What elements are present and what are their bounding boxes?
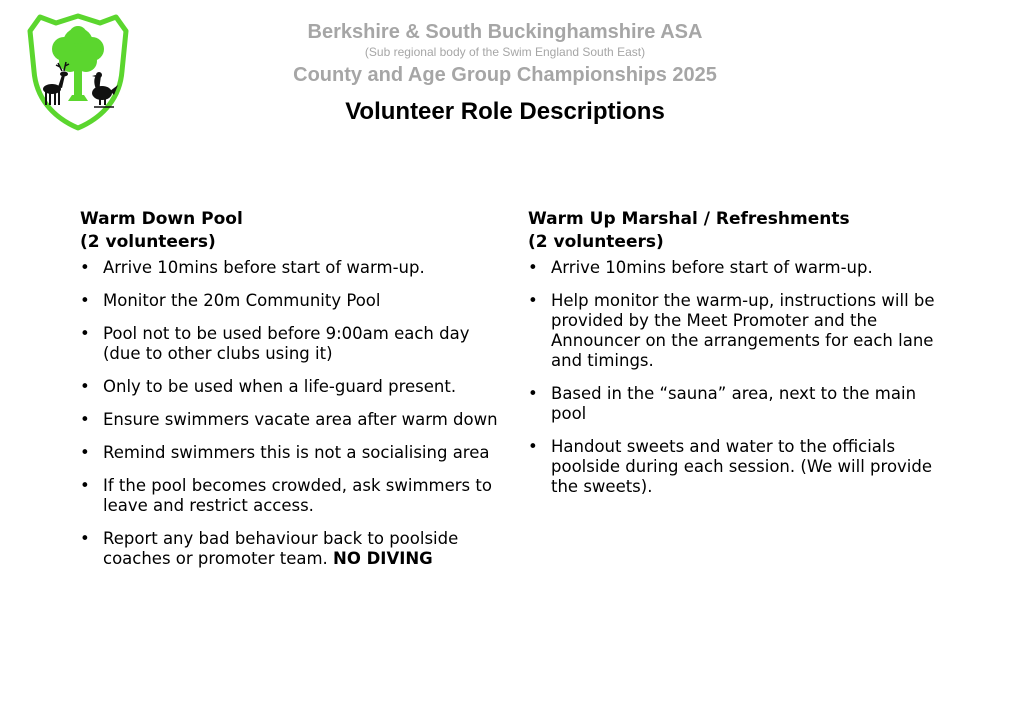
bullet-icon: • bbox=[528, 437, 538, 456]
organisation-subtitle: (Sub regional body of the Swim England South East) bbox=[364, 45, 646, 59]
bullet-icon: • bbox=[528, 384, 538, 403]
duty-text: Report any bad behaviour back to poolside coaches or promoter team. bbox=[103, 529, 459, 568]
duty-item bbox=[80, 476, 500, 516]
duty-item bbox=[528, 437, 948, 497]
duty-item bbox=[528, 258, 948, 278]
duty-text: Pool not to be used before 9:00am each day (due to other clubs using it) bbox=[103, 324, 470, 363]
duty-item bbox=[80, 377, 500, 397]
duty-list bbox=[528, 258, 948, 497]
bullet-icon: • bbox=[528, 291, 538, 310]
page-title: Volunteer Role Descriptions bbox=[345, 98, 665, 125]
duty-text: If the pool becomes crowded, ask swimmers to leave and restrict access. bbox=[103, 476, 492, 515]
role-column-warm-down-pool bbox=[80, 208, 500, 582]
bullet-icon: • bbox=[80, 258, 90, 277]
duty-text: Ensure swimmers vacate area after warm down bbox=[103, 410, 498, 429]
duty-item bbox=[80, 291, 500, 311]
bullet-icon: • bbox=[80, 529, 90, 548]
bullet-icon: • bbox=[80, 324, 90, 343]
duty-text: Arrive 10mins before start of warm-up. bbox=[551, 258, 873, 277]
bullet-icon: • bbox=[80, 410, 90, 429]
role-volunteer-count: (2 volunteers) bbox=[528, 232, 664, 252]
county-crest-icon bbox=[22, 13, 134, 131]
event-title: County and Age Group Championships 2025 bbox=[293, 64, 717, 86]
no-diving-emphasis: NO DIVING bbox=[333, 549, 433, 568]
bullet-icon: • bbox=[80, 443, 90, 462]
organisation-title: Berkshire & South Buckinghamshire ASA bbox=[307, 21, 703, 43]
bullet-icon: • bbox=[528, 258, 538, 277]
bullet-icon: • bbox=[80, 476, 90, 495]
duty-text: Based in the “sauna” area, next to the main pool bbox=[551, 384, 917, 423]
duty-item bbox=[80, 443, 500, 463]
page-header bbox=[180, 20, 830, 127]
role-volunteer-count: (2 volunteers) bbox=[80, 232, 216, 252]
duty-text: Only to be used when a life-guard present. bbox=[103, 377, 457, 396]
county-crest-logo bbox=[22, 13, 134, 131]
duty-text: Arrive 10mins before start of warm-up. bbox=[103, 258, 425, 277]
role-title: Warm Down Pool bbox=[80, 209, 243, 229]
duty-text: Remind swimmers this is not a socialising area bbox=[103, 443, 490, 462]
duty-text: Handout sweets and water to the officials poolside during each session. (We will provide the sweets). bbox=[551, 437, 933, 496]
bullet-icon: • bbox=[80, 291, 90, 310]
duty-item bbox=[80, 529, 500, 569]
duty-item bbox=[80, 410, 500, 430]
duty-item bbox=[80, 324, 500, 364]
bullet-icon: • bbox=[80, 377, 90, 396]
duty-item bbox=[80, 258, 500, 278]
duty-item bbox=[528, 291, 948, 371]
duty-text: Help monitor the warm-up, instructions will be provided by the Meet Promoter and the Announcer on the arrangements for each lane and timings. bbox=[551, 291, 935, 370]
duty-item bbox=[528, 384, 948, 424]
role-column-warm-up-marshal bbox=[528, 208, 948, 510]
duty-text: Monitor the 20m Community Pool bbox=[103, 291, 381, 310]
duty-list bbox=[80, 258, 500, 569]
role-title: Warm Up Marshal / Refreshments bbox=[528, 209, 850, 229]
